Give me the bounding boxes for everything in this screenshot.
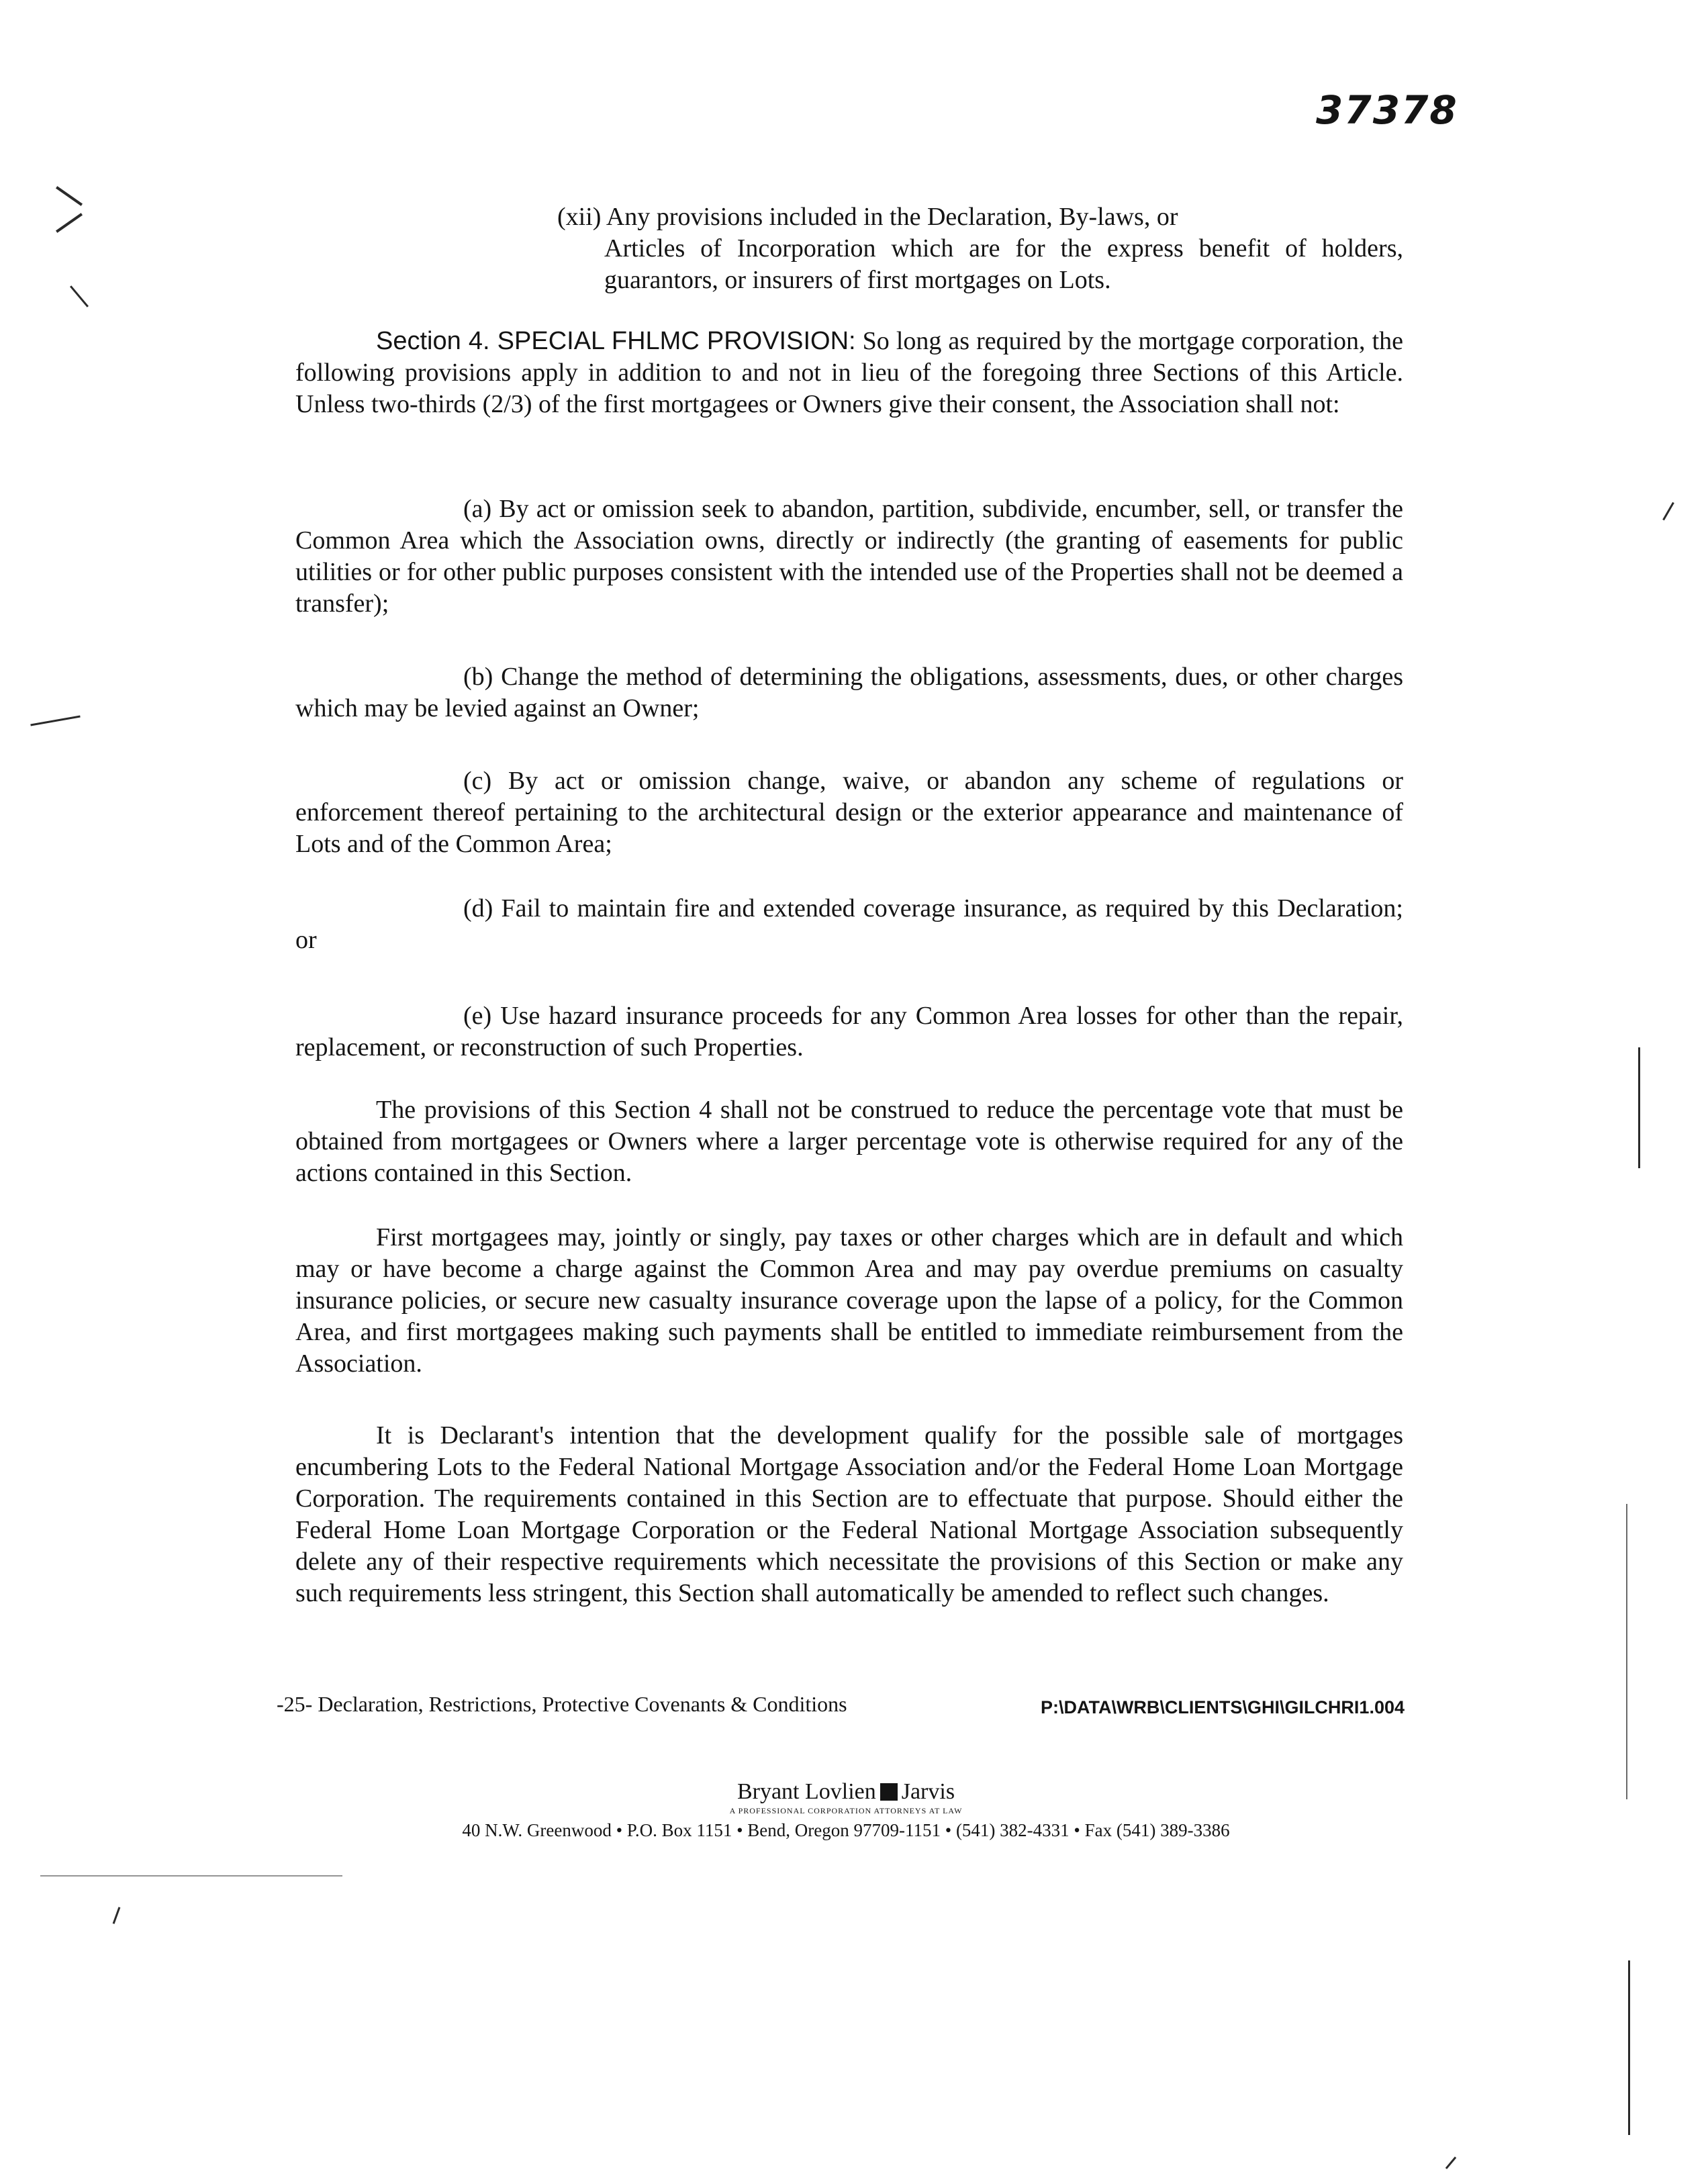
scan-mark [70, 285, 89, 307]
firm-name-part2: Jarvis [901, 1779, 955, 1804]
section-4-paragraph [295, 326, 1403, 420]
firm-subline: A PROFESSIONAL CORPORATION ATTORNEYS AT LAW [729, 1806, 963, 1815]
scan-mark [1628, 1960, 1630, 2135]
firm-address: 40 N.W. Greenwood • P.O. Box 1151 • Bend, Oregon 97709-1151 • (541) 382-4331 • Fax (541) 389-3386 [462, 1820, 1230, 1840]
footer-title: -25- Declaration, Restrictions, Protective Covenants & Conditions [277, 1692, 847, 1716]
item-b: (b) Change the method of determining the obligations, assessments, dues, or other charges which may be levied against an Owner; [295, 663, 1403, 722]
item-c: (c) By act or omission change, waive, or abandon any scheme of regulations or enforcement thereof pertaining to the architectural design or the exterior appearance and maintenance of Lots and of the Common Area; [295, 767, 1403, 858]
item-a: (a) By act or omission seek to abandon, partition, subdivide, encumber, sell, or transfer the Common Area which the Association owns, directly or indirectly (the granting of easements for public utilities or for other public purposes consistent with the intended use of the Properties shall not be deemed a transfer); [295, 495, 1403, 618]
document-number: 37378 [1316, 87, 1458, 133]
item-d: (d) Fail to maintain fire and extended coverage insurance, as required by this Declaration; or [295, 894, 1403, 954]
letterhead [403, 1779, 1289, 1841]
paragraph-section-4-construction: The provisions of this Section 4 shall not be construed to reduce the percentage vote that must be obtained from mortgagees or Owners where a larger percentage vote is otherwise required for any of the actions contained in this Section. [295, 1096, 1403, 1187]
scan-mark [113, 1907, 121, 1924]
paragraph-first-mortgagees: First mortgagees may, jointly or singly, pay taxes or other charges which are in default and which may or have become a charge against the Common Area and may pay overdue premiums on casualty insurance policies, or secure new casualty insurance coverage upon the lapse of a policy, for the Common Area, and first mortgagees making such payments shall be entitled to immediate reimbursement from the Association. [295, 1223, 1403, 1378]
scan-mark [1662, 502, 1674, 520]
item-xii-label: (xii) [557, 203, 602, 231]
scan-mark [40, 1875, 342, 1877]
firm-name [737, 1779, 955, 1805]
section-4-heading: Section 4. SPECIAL FHLMC PROVISION: [376, 327, 856, 355]
scan-mark [1445, 2156, 1456, 2169]
scan-mark [1638, 1047, 1640, 1168]
scan-mark [56, 213, 83, 233]
item-xii-first-line: Any provisions included in the Declaration, By-laws, or [606, 203, 1178, 231]
footer-file-path: P:\DATA\WRB\CLIENTS\GHI\GILCHRI1.004 [1040, 1697, 1405, 1717]
paragraph-declarant-intention: It is Declarant's intention that the development qualify for the possible sale of mortgages encumbering Lots to the Federal National Mortgage Association and/or the Federal Home Loan Mortgage Corporation. The requirements contained in this Section are to effectuate that purpose. Should either the Federal Home Loan Mortgage Corporation or the Federal National Mortgage Association subsequently delete any of their respective requirements which necessitate the provisions of this Section or make any such requirements less stringent, this Section shall automatically be amended to reflect such changes. [295, 1421, 1403, 1607]
scan-mark [56, 186, 83, 206]
item-xii [557, 201, 1403, 296]
scan-mark [30, 716, 80, 726]
scan-mark [1626, 1504, 1627, 1799]
item-e: (e) Use hazard insurance proceeds for any Common Area losses for other than the repair, replacement, or reconstruction of such Properties. [295, 1002, 1403, 1061]
section-4-text: So long as required by the mortgage corporation, the following provisions apply in addition to and not in lieu of the foregoing three Sections of this Article. Unless two-thirds (2/3) of the first mortgagees or Owners give their consent, the Association shall not: [295, 327, 1404, 418]
firm-square-icon [880, 1783, 898, 1801]
firm-name-part1: Bryant Lovlien [737, 1779, 876, 1804]
item-xii-continuation: Articles of Incorporation which are for the express benefit of holders, guarantors, or insurers of first mortgages on Lots. [604, 234, 1403, 294]
